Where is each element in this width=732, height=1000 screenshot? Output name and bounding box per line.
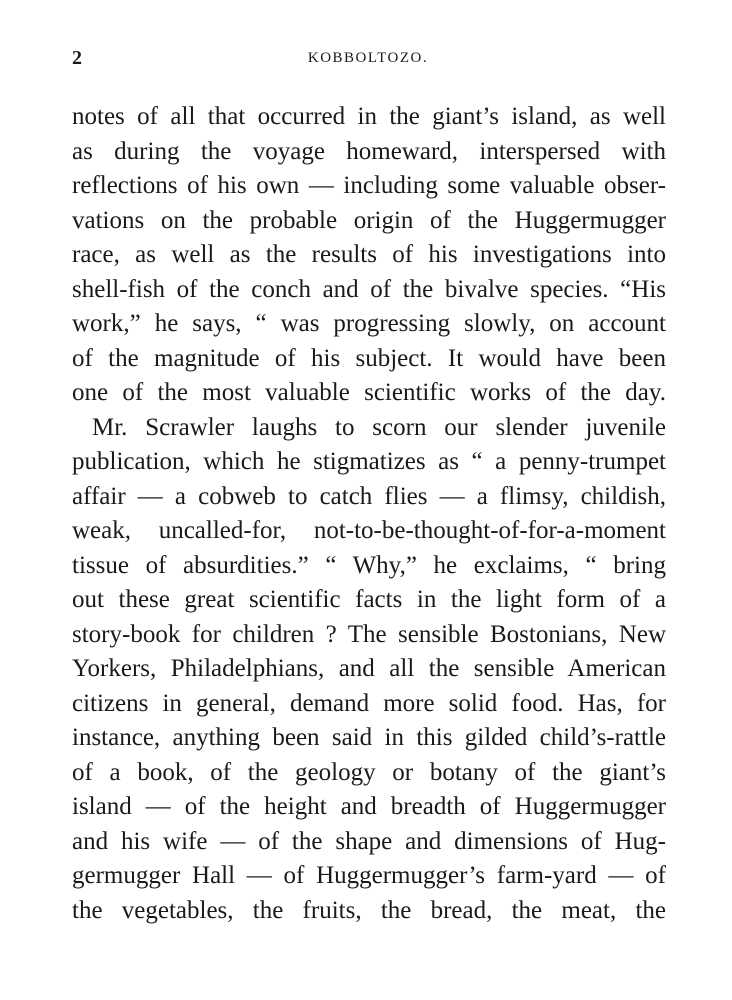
- text-line: Mr. Scrawler laughs to scorn our slender juvenile: [92, 413, 666, 441]
- text-line: affair — a cobweb to catch flies — a flimsy, childish,: [72, 482, 666, 510]
- text-line: notes of all that occurred in the giant’s island, as well: [72, 103, 666, 130]
- text-line: of a book, of the geology or botany of the giant’s: [72, 758, 666, 786]
- page-number: 2: [72, 47, 82, 69]
- text-line: shell-fish of the conch and of the bivalve species. “His: [72, 275, 666, 303]
- text-line: of the magnitude of his subject. It would have been: [72, 344, 666, 372]
- text-line: work,” he says, “ was progressing slowly, on account: [72, 310, 666, 337]
- text-line: reflections of his own — including some valuable obser-: [72, 172, 666, 199]
- text-line: island — of the height and breadth of Huggermugger: [72, 793, 666, 820]
- text-line: the vegetables, the fruits, the bread, the meat, the: [72, 896, 666, 924]
- text-line: germugger Hall — of Huggermugger’s farm-yard — of: [72, 862, 666, 889]
- text-line: vations on the probable origin of the Huggermugger: [72, 206, 666, 234]
- text-line: weak, uncalled-for, not-to-be-thought-of-for-a-moment: [72, 517, 666, 544]
- text-line: as during the voyage homeward, interspersed with: [72, 137, 666, 165]
- text-line: story-book for children ? The sensible Bostonians, New: [72, 620, 666, 648]
- text-line: tissue of absurdities.” “ Why,” he exclaims, “ bring: [72, 551, 666, 579]
- text-line: citizens in general, demand more solid food. Has, for: [72, 689, 666, 717]
- text-line: Yorkers, Philadelphians, and all the sensible American: [72, 655, 666, 682]
- text-line: one of the most valuable scientific works of the day.: [72, 379, 666, 406]
- text-line: race, as well as the results of his investigations into: [72, 241, 666, 268]
- text-line: out these great scientific facts in the light form of a: [72, 586, 666, 613]
- text-line: instance, anything been said in this gilded child’s-rattle: [72, 724, 666, 751]
- running-title: KOBBOLTOZO.: [307, 50, 429, 66]
- running-head: [72, 46, 664, 70]
- text-line: and his wife — of the shape and dimensions of Hug-: [72, 827, 666, 855]
- text-line: publication, which he stigmatizes as “ a penny-trumpet: [72, 448, 666, 475]
- body-text: [72, 100, 666, 928]
